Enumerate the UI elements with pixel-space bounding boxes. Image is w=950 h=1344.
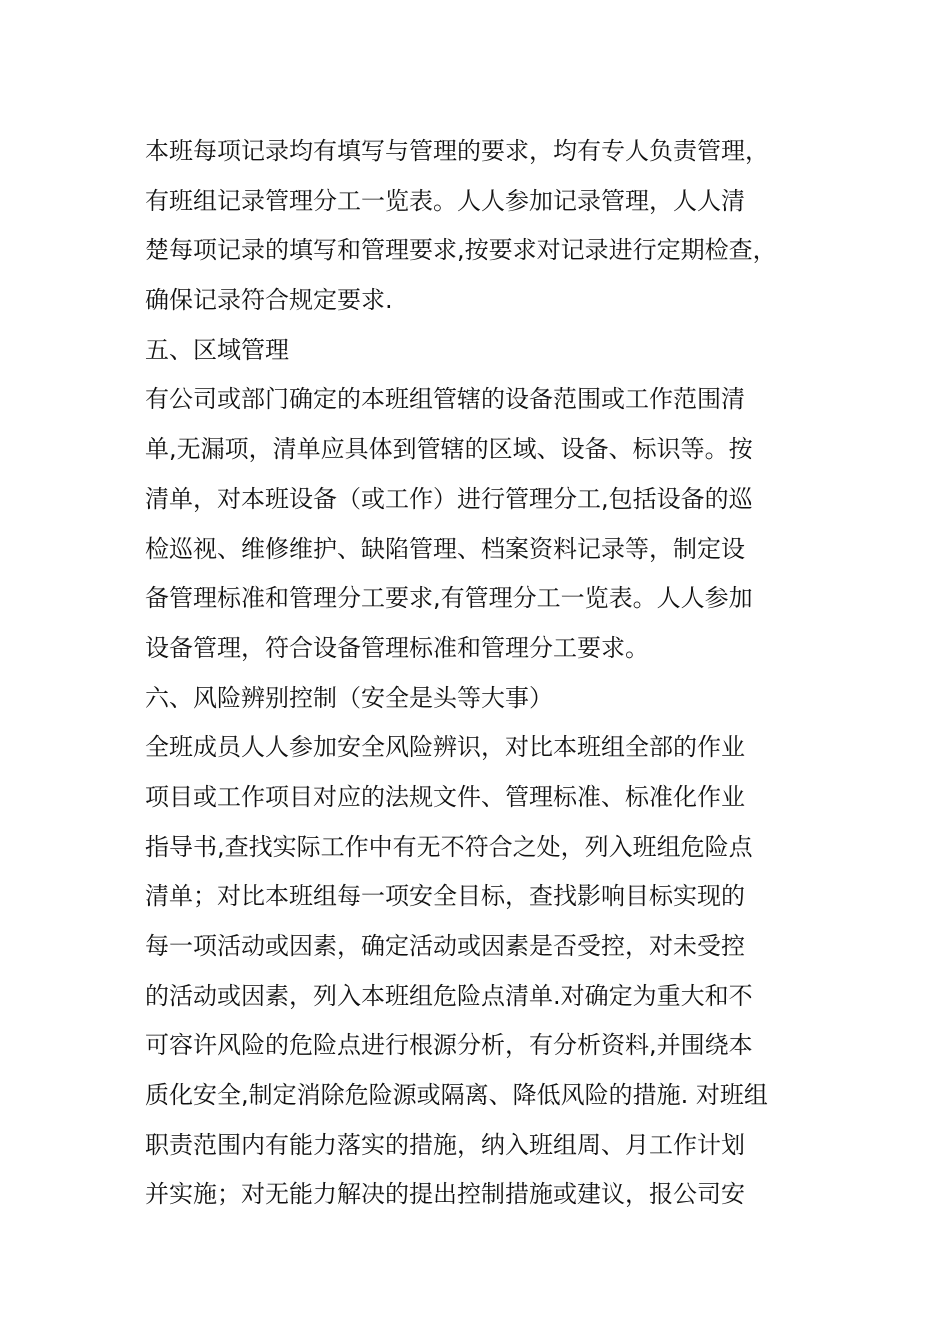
text-line: 清单；对比本班组每一项安全目标，查找影响目标实现的 bbox=[145, 882, 745, 911]
text-line: 清单，对本班设备（或工作）进行管理分工,包括设备的巡 bbox=[145, 484, 753, 513]
text-line: 可容许风险的危险点进行根源分析，有分析资料,并围绕本 bbox=[145, 1031, 753, 1060]
text-line: 有公司或部门确定的本班组管辖的设备范围或工作范围清 bbox=[145, 385, 745, 414]
body-text bbox=[145, 127, 845, 1220]
text-line: 的活动或因素，列入本班组危险点清单.对确定为重大和不 bbox=[145, 981, 753, 1010]
text-line: 备管理标准和管理分工要求,有管理分工一览表。人人参加 bbox=[145, 584, 753, 613]
text-line: 楚每项记录的填写和管理要求,按要求对记录进行定期检查， bbox=[145, 236, 777, 265]
text-line: 指导书,查找实际工作中有无不符合之处，列入班组危险点 bbox=[145, 832, 753, 861]
section-heading-area-management: 五、区域管理 bbox=[145, 335, 289, 364]
text-line: 单,无漏项，清单应具体到管辖的区域、设备、标识等。按 bbox=[145, 435, 753, 464]
text-line: 质化安全,制定消除危险源或隔离、降低风险的措施. 对班组 bbox=[145, 1081, 768, 1110]
section-heading-risk-control: 六、风险辨别控制（安全是头等大事） bbox=[145, 683, 553, 712]
text-line: 全班成员人人参加安全风险辨识，对比本班组全部的作业 bbox=[145, 733, 745, 762]
text-line: 有班组记录管理分工一览表。人人参加记录管理，人人清 bbox=[145, 186, 745, 215]
text-line: 并实施；对无能力解决的提出控制措施或建议，报公司安 bbox=[145, 1180, 745, 1209]
text-line: 确保记录符合规定要求. bbox=[145, 286, 393, 315]
text-line: 每一项活动或因素，确定活动或因素是否受控，对未受控 bbox=[145, 932, 745, 960]
text-line: 检巡视、维修维护、缺陷管理、档案资料记录等，制定设 bbox=[145, 534, 745, 563]
text-line: 设备管理，符合设备管理标准和管理分工要求。 bbox=[145, 633, 649, 662]
text-line: 职责范围内有能力落实的措施，纳入班组周、月工作计划 bbox=[145, 1130, 745, 1159]
text-line: 项目或工作项目对应的法规文件、管理标准、标准化作业 bbox=[145, 782, 745, 811]
text-line: 本班每项记录均有填写与管理的要求，均有专人负责管理， bbox=[145, 137, 769, 165]
